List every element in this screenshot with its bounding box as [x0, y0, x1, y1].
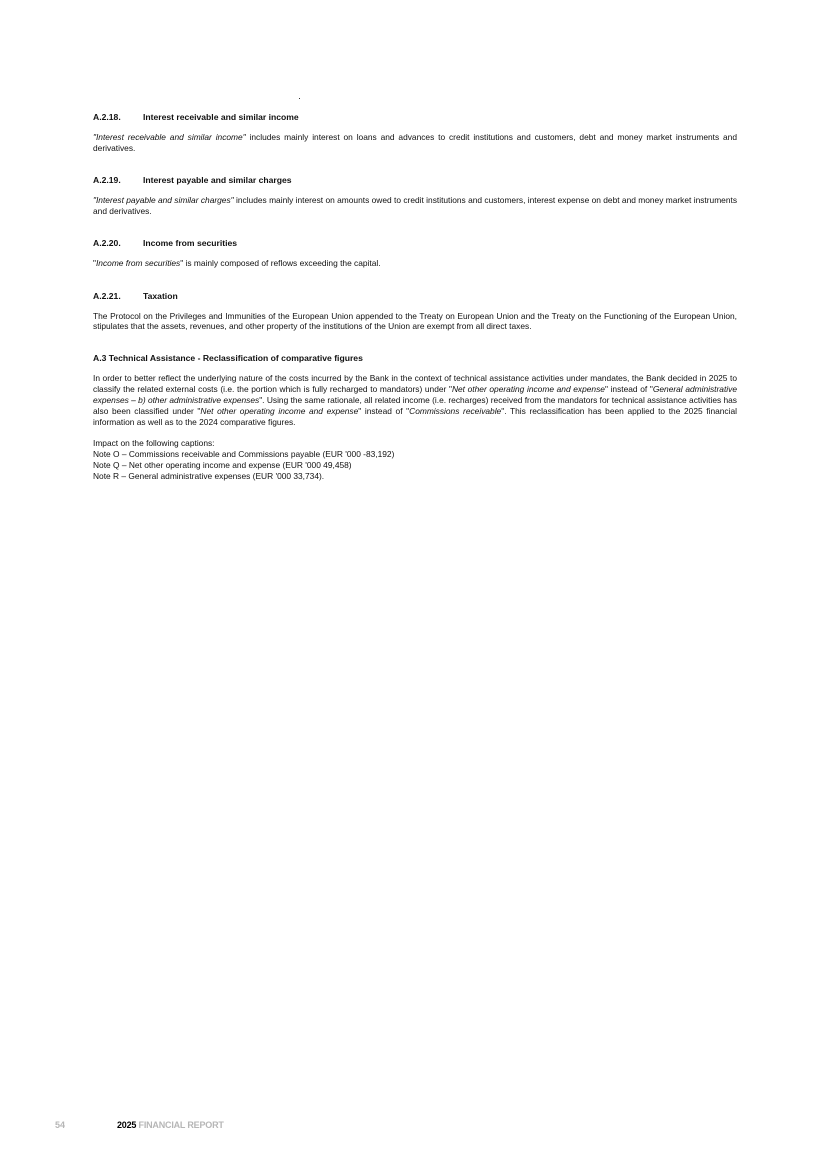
- impact-list: [93, 438, 737, 482]
- impact-line-note-o: Note O – Commissions receivable and Commissions payable (EUR '000 -83,192): [93, 448, 395, 459]
- section-title: Taxation: [143, 290, 178, 301]
- text-run: " is mainly composed of reflows exceeding the capital.: [180, 257, 381, 268]
- section-body: [93, 311, 737, 333]
- section-heading: [93, 291, 737, 302]
- text-run: ". Using the same rationale, all related income (i.e. recharges) received from the mandators for technical assistance activities has also been classified under ": [93, 395, 737, 417]
- section-a-2-18: [93, 112, 737, 154]
- section-number: A.2.21.: [93, 290, 121, 301]
- italic-text-run: "Interest payable and similar charges": [93, 194, 234, 205]
- section-a-3: [93, 353, 737, 481]
- section-title: Interest payable and similar charges: [143, 174, 292, 185]
- text-run: includes mainly interest on loans and advances to credit institutions and customers, debt and money market instruments and derivatives.: [93, 132, 737, 153]
- section-heading: [93, 112, 737, 123]
- section-number: A.2.18.: [93, 112, 121, 122]
- page-content: [93, 112, 737, 482]
- italic-text-run: General administrative expenses – b) other administrative expenses: [93, 384, 737, 406]
- section-heading: [93, 175, 737, 186]
- section-heading: [93, 238, 737, 249]
- section-body: [93, 373, 737, 428]
- text-run: In order to better reflect the underlying nature of the costs incurred by the Bank in the context of technical assistance activities under mandates, the Bank decided in 2025 to classify the related external costs (i.e. the portion which is fully recharged to mandators) under ": [93, 373, 737, 395]
- section-a-2-20: [93, 238, 737, 269]
- page-number: 54: [55, 1120, 66, 1130]
- text-run: includes mainly interest on amounts owed to credit institutions and customers, interest expense on debt and money market instruments and derivatives.: [93, 194, 738, 216]
- stray-dot: [299, 98, 300, 99]
- text-run: ": [93, 257, 96, 268]
- text-run: The Protocol on the Privileges and Immunities of the European Union appended to the Treaty on European Union and the Treaty on the Functioning of the European Union, stipulates that the assets, revenues, and other property of the institutions of the Union are exempt from all direct taxes.: [93, 310, 737, 332]
- section-heading: A.3 Technical Assistance - Reclassification of comparative figures: [93, 353, 363, 364]
- section-number: A.2.20.: [93, 237, 121, 248]
- section-a-2-19: [93, 175, 737, 217]
- text-run: " instead of ": [604, 384, 653, 395]
- text-run: ". This reclassification has been applied to the 2025 financial information as well as to the 2024 comparative figures.: [93, 406, 737, 427]
- section-title: Income from securities: [143, 237, 238, 248]
- impact-line-note-r: Note R – General administrative expenses (EUR '000 33,734).: [93, 470, 325, 481]
- section-a-2-21: [93, 291, 737, 333]
- italic-text-run: Net other operating income and expense: [200, 406, 359, 417]
- section-number: A.2.19.: [93, 174, 121, 185]
- impact-line-note-q: Note Q – Net other operating income and expense (EUR '000 49,458): [93, 459, 352, 470]
- italic-text-run: Net other operating income and expense: [451, 384, 605, 395]
- italic-text-run: Commissions receivable: [409, 406, 502, 417]
- impact-intro: Impact on the following captions:: [93, 437, 215, 448]
- report-title-text: FINANCIAL REPORT: [136, 1120, 224, 1130]
- section-title: Interest receivable and similar income: [143, 112, 299, 122]
- section-body: [93, 258, 737, 269]
- text-run: " instead of ": [358, 406, 410, 417]
- report-title: [117, 1120, 224, 1130]
- italic-text-run: "Interest receivable and similar income": [93, 132, 246, 142]
- report-year: 2025: [117, 1120, 137, 1130]
- italic-text-run: Income from securities: [95, 257, 181, 268]
- section-body: [93, 195, 737, 217]
- section-body: [93, 132, 737, 154]
